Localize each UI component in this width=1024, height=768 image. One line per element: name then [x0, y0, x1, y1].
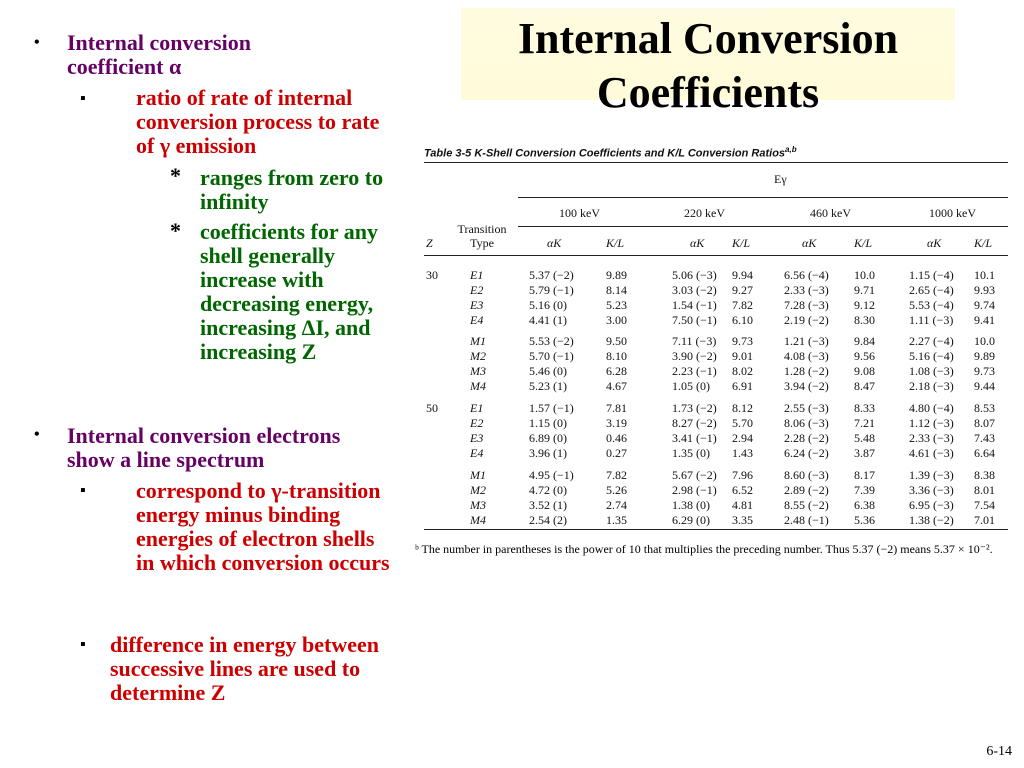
cell-alpha-k: 5.06 (−3) — [672, 268, 717, 282]
cell-k-l: 4.81 — [732, 498, 753, 512]
cell-k-l: 10.1 — [974, 268, 995, 282]
cell-k-l: 9.94 — [732, 268, 753, 282]
cell-k-l: 1.43 — [732, 446, 753, 460]
cell-alpha-k: 5.67 (−2) — [672, 468, 717, 482]
table-rule — [424, 255, 1008, 256]
cell-k-l: 3.19 — [606, 416, 627, 430]
cell-k-l: 2.74 — [606, 498, 627, 512]
cell-alpha-k: 8.06 (−3) — [784, 416, 829, 430]
cell-alpha-k: 3.03 (−2) — [672, 283, 717, 297]
cell-k-l: 9.08 — [854, 364, 875, 378]
cell-alpha-k: 1.73 (−2) — [672, 401, 717, 415]
cell-transition: M3 — [470, 364, 486, 378]
cell-transition: M4 — [470, 379, 486, 393]
energy-460: 460 keV — [810, 206, 851, 220]
table-rule — [518, 197, 1008, 198]
cell-k-l: 9.73 — [732, 334, 753, 348]
cell-alpha-k: 2.23 (−1) — [672, 364, 717, 378]
cell-transition: E3 — [470, 431, 484, 445]
col-alpha-k: αK — [927, 236, 942, 250]
cell-k-l: 3.35 — [732, 513, 753, 527]
col-k-l: K/L — [974, 236, 993, 250]
cell-alpha-k: 5.46 (0) — [529, 364, 567, 378]
cell-alpha-k: 2.33 (−3) — [784, 283, 829, 297]
cell-alpha-k: 8.27 (−2) — [672, 416, 717, 430]
cell-transition: E2 — [470, 416, 484, 430]
col-alpha-k: αK — [690, 236, 705, 250]
cell-alpha-k: 7.28 (−3) — [784, 298, 829, 312]
cell-alpha-k: 1.38 (−2) — [909, 513, 954, 527]
cell-k-l: 6.64 — [974, 446, 995, 460]
cell-alpha-k: 3.41 (−1) — [672, 431, 717, 445]
cell-transition: E1 — [470, 268, 484, 282]
energy-220: 220 keV — [684, 206, 725, 220]
cell-alpha-k: 3.94 (−2) — [784, 379, 829, 393]
cell-k-l: 7.54 — [974, 498, 995, 512]
cell-k-l: 9.44 — [974, 379, 995, 393]
cell-alpha-k: 1.39 (−3) — [909, 468, 954, 482]
cell-alpha-k: 4.80 (−4) — [909, 401, 954, 415]
cell-k-l: 8.07 — [974, 416, 995, 430]
cell-alpha-k: 1.15 (−4) — [909, 268, 954, 282]
cell-alpha-k: 4.95 (−1) — [529, 468, 574, 482]
cell-k-l: 3.87 — [854, 446, 875, 460]
cell-k-l: 6.28 — [606, 364, 627, 378]
col-k-l: K/L — [854, 236, 873, 250]
cell-transition: M2 — [470, 349, 486, 363]
bullet-ranges: ranges from zero to infinity — [200, 165, 384, 214]
cell-z: 30 — [426, 268, 438, 282]
cell-k-l: 2.94 — [732, 431, 753, 445]
table-rule — [518, 226, 1008, 227]
cell-k-l: 9.41 — [974, 313, 995, 327]
col-transition: Transition Type — [457, 222, 507, 250]
cell-transition: M4 — [470, 513, 486, 527]
cell-alpha-k: 4.41 (1) — [529, 313, 567, 327]
cell-k-l: 4.67 — [606, 379, 627, 393]
bullet-coefficients: coefficients for any shell generally increase with decreasing energy, increasing ΔI, and increasing Z — [200, 219, 378, 364]
cell-alpha-k: 1.28 (−2) — [784, 364, 829, 378]
cell-k-l: 8.53 — [974, 401, 995, 415]
bullet-square-1: ▪ — [80, 90, 86, 107]
cell-alpha-k: 6.24 (−2) — [784, 446, 829, 460]
col-k-l: K/L — [606, 236, 625, 250]
cell-k-l: 5.23 — [606, 298, 627, 312]
col-k-l: K/L — [732, 236, 751, 250]
cell-alpha-k: 1.54 (−1) — [672, 298, 717, 312]
cell-alpha-k: 5.37 (−2) — [529, 268, 574, 282]
cell-k-l: 8.14 — [606, 283, 627, 297]
table-rule — [424, 529, 1008, 530]
cell-k-l: 7.21 — [854, 416, 875, 430]
cell-k-l: 5.36 — [854, 513, 875, 527]
cell-alpha-k: 8.60 (−3) — [784, 468, 829, 482]
energy-100: 100 keV — [559, 206, 600, 220]
cell-k-l: 7.81 — [606, 401, 627, 415]
cell-k-l: 9.71 — [854, 283, 875, 297]
cell-alpha-k: 3.96 (1) — [529, 446, 567, 460]
bullet-square-2: ▪ — [80, 482, 86, 499]
cell-k-l: 3.00 — [606, 313, 627, 327]
cell-k-l: 7.82 — [732, 298, 753, 312]
table-caption: Table 3-5 K-Shell Conversion Coefficients and K/L Conversion Ratios$^{a,b}$ — [424, 145, 797, 160]
cell-alpha-k: 4.61 (−3) — [909, 446, 954, 460]
cell-alpha-k: 2.18 (−3) — [909, 379, 954, 393]
bullet-dot-2: • — [34, 426, 40, 443]
cell-k-l: 9.01 — [732, 349, 753, 363]
cell-k-l: 0.27 — [606, 446, 627, 460]
slide-title: Internal Conversion Coefficients — [517, 14, 899, 117]
cell-alpha-k: 4.08 (−3) — [784, 349, 829, 363]
cell-transition: E4 — [470, 446, 484, 460]
cell-k-l: 8.17 — [854, 468, 875, 482]
cell-k-l: 10.0 — [854, 268, 875, 282]
table-rule — [424, 162, 1008, 163]
cell-alpha-k: 1.11 (−3) — [909, 313, 954, 327]
cell-k-l: 9.27 — [732, 283, 753, 297]
cell-alpha-k: 1.35 (0) — [672, 446, 710, 460]
cell-alpha-k: 2.89 (−2) — [784, 483, 829, 497]
cell-k-l: 8.01 — [974, 483, 995, 497]
cell-alpha-k: 1.15 (0) — [529, 416, 567, 430]
energy-header: Eγ — [774, 172, 787, 186]
cell-k-l: 5.26 — [606, 483, 627, 497]
cell-k-l: 6.38 — [854, 498, 875, 512]
cell-k-l: 7.01 — [974, 513, 995, 527]
page-number: 6-14 — [986, 744, 1012, 759]
cell-alpha-k: 1.12 (−3) — [909, 416, 954, 430]
cell-alpha-k: 6.29 (0) — [672, 513, 710, 527]
cell-transition: M1 — [470, 468, 486, 482]
cell-k-l: 9.50 — [606, 334, 627, 348]
cell-k-l: 9.74 — [974, 298, 995, 312]
cell-alpha-k: 5.70 (−1) — [529, 349, 574, 363]
cell-k-l: 1.35 — [606, 513, 627, 527]
bullet-ratio-of-rate: ratio of rate of internal conversion process to rate of γ emission — [136, 85, 380, 158]
cell-k-l: 9.84 — [854, 334, 875, 348]
cell-alpha-k: 3.90 (−2) — [672, 349, 717, 363]
cell-alpha-k: 2.33 (−3) — [909, 431, 954, 445]
cell-k-l: 7.96 — [732, 468, 753, 482]
cell-alpha-k: 3.36 (−3) — [909, 483, 954, 497]
cell-k-l: 8.33 — [854, 401, 875, 415]
cell-k-l: 10.0 — [974, 334, 995, 348]
cell-alpha-k: 6.89 (0) — [529, 431, 567, 445]
cell-k-l: 7.43 — [974, 431, 995, 445]
cell-alpha-k: 7.11 (−3) — [672, 334, 717, 348]
cell-transition: M3 — [470, 498, 486, 512]
cell-alpha-k: 5.16 (−4) — [909, 349, 954, 363]
cell-alpha-k: 1.05 (0) — [672, 379, 710, 393]
cell-k-l: 9.89 — [606, 268, 627, 282]
cell-k-l: 0.46 — [606, 431, 627, 445]
cell-k-l: 8.02 — [732, 364, 753, 378]
bullet-square-3: ▪ — [80, 636, 86, 653]
cell-alpha-k: 5.79 (−1) — [529, 283, 574, 297]
cell-k-l: 9.56 — [854, 349, 875, 363]
cell-alpha-k: 7.50 (−1) — [672, 313, 717, 327]
cell-alpha-k: 6.56 (−4) — [784, 268, 829, 282]
cell-k-l: 6.52 — [732, 483, 753, 497]
cell-transition: E3 — [470, 298, 484, 312]
cell-alpha-k: 2.65 (−4) — [909, 283, 954, 297]
cell-alpha-k: 5.53 (−4) — [909, 298, 954, 312]
cell-alpha-k: 1.57 (−1) — [529, 401, 574, 415]
cell-alpha-k: 1.38 (0) — [672, 498, 710, 512]
bullet-line-spectrum: Internal conversion electrons show a line spectrum — [67, 423, 341, 472]
cell-k-l: 8.30 — [854, 313, 875, 327]
cell-transition: E4 — [470, 313, 484, 327]
cell-alpha-k: 5.16 (0) — [529, 298, 567, 312]
cell-transition: E2 — [470, 283, 484, 297]
cell-alpha-k: 8.55 (−2) — [784, 498, 829, 512]
cell-k-l: 5.70 — [732, 416, 753, 430]
cell-k-l: 6.10 — [732, 313, 753, 327]
cell-k-l: 8.12 — [732, 401, 753, 415]
cell-alpha-k: 4.72 (0) — [529, 483, 567, 497]
cell-alpha-k: 2.27 (−4) — [909, 334, 954, 348]
col-alpha-k: αK — [547, 236, 562, 250]
cell-k-l: 6.91 — [732, 379, 753, 393]
bullet-correspond: correspond to γ-transition energy minus binding energies of electron shells in which conversion occurs — [136, 478, 390, 575]
cell-k-l: 7.82 — [606, 468, 627, 482]
table-footnote: ᵇ The number in parentheses is the power of 10 that multiplies the preceding number. Thus 5.37 (−2) means 5.37 × 10⁻². — [415, 542, 993, 556]
cell-k-l: 7.39 — [854, 483, 875, 497]
cell-k-l: 9.93 — [974, 283, 995, 297]
cell-alpha-k: 2.55 (−3) — [784, 401, 829, 415]
cell-alpha-k: 2.19 (−2) — [784, 313, 829, 327]
cell-alpha-k: 5.53 (−2) — [529, 334, 574, 348]
bullet-dot-1: • — [34, 34, 40, 51]
cell-transition: M1 — [470, 334, 486, 348]
cell-alpha-k: 2.48 (−1) — [784, 513, 829, 527]
col-z: Z — [426, 236, 433, 250]
bullet-difference-in-energy: difference in energy between successive lines are used to determine Z — [110, 632, 380, 705]
cell-k-l: 8.38 — [974, 468, 995, 482]
cell-alpha-k: 3.52 (1) — [529, 498, 567, 512]
cell-k-l: 8.47 — [854, 379, 875, 393]
col-alpha-k: αK — [802, 236, 817, 250]
cell-k-l: 9.73 — [974, 364, 995, 378]
cell-transition: E1 — [470, 401, 484, 415]
bullet-star-2: * — [170, 218, 181, 243]
cell-z: 50 — [426, 401, 438, 415]
cell-alpha-k: 2.28 (−2) — [784, 431, 829, 445]
cell-transition: M2 — [470, 483, 486, 497]
cell-alpha-k: 2.54 (2) — [529, 513, 567, 527]
cell-alpha-k: 5.23 (1) — [529, 379, 567, 393]
cell-k-l: 9.12 — [854, 298, 875, 312]
bullet-internal-conversion-coefficient: Internal conversion coefficient α — [67, 30, 251, 79]
bullet-star-1: * — [170, 163, 181, 188]
cell-alpha-k: 6.95 (−3) — [909, 498, 954, 512]
cell-k-l: 8.10 — [606, 349, 627, 363]
cell-alpha-k: 1.08 (−3) — [909, 364, 954, 378]
cell-alpha-k: 2.98 (−1) — [672, 483, 717, 497]
cell-k-l: 5.48 — [854, 431, 875, 445]
cell-k-l: 9.89 — [974, 349, 995, 363]
energy-1000: 1000 keV — [929, 206, 976, 220]
cell-alpha-k: 1.21 (−3) — [784, 334, 829, 348]
